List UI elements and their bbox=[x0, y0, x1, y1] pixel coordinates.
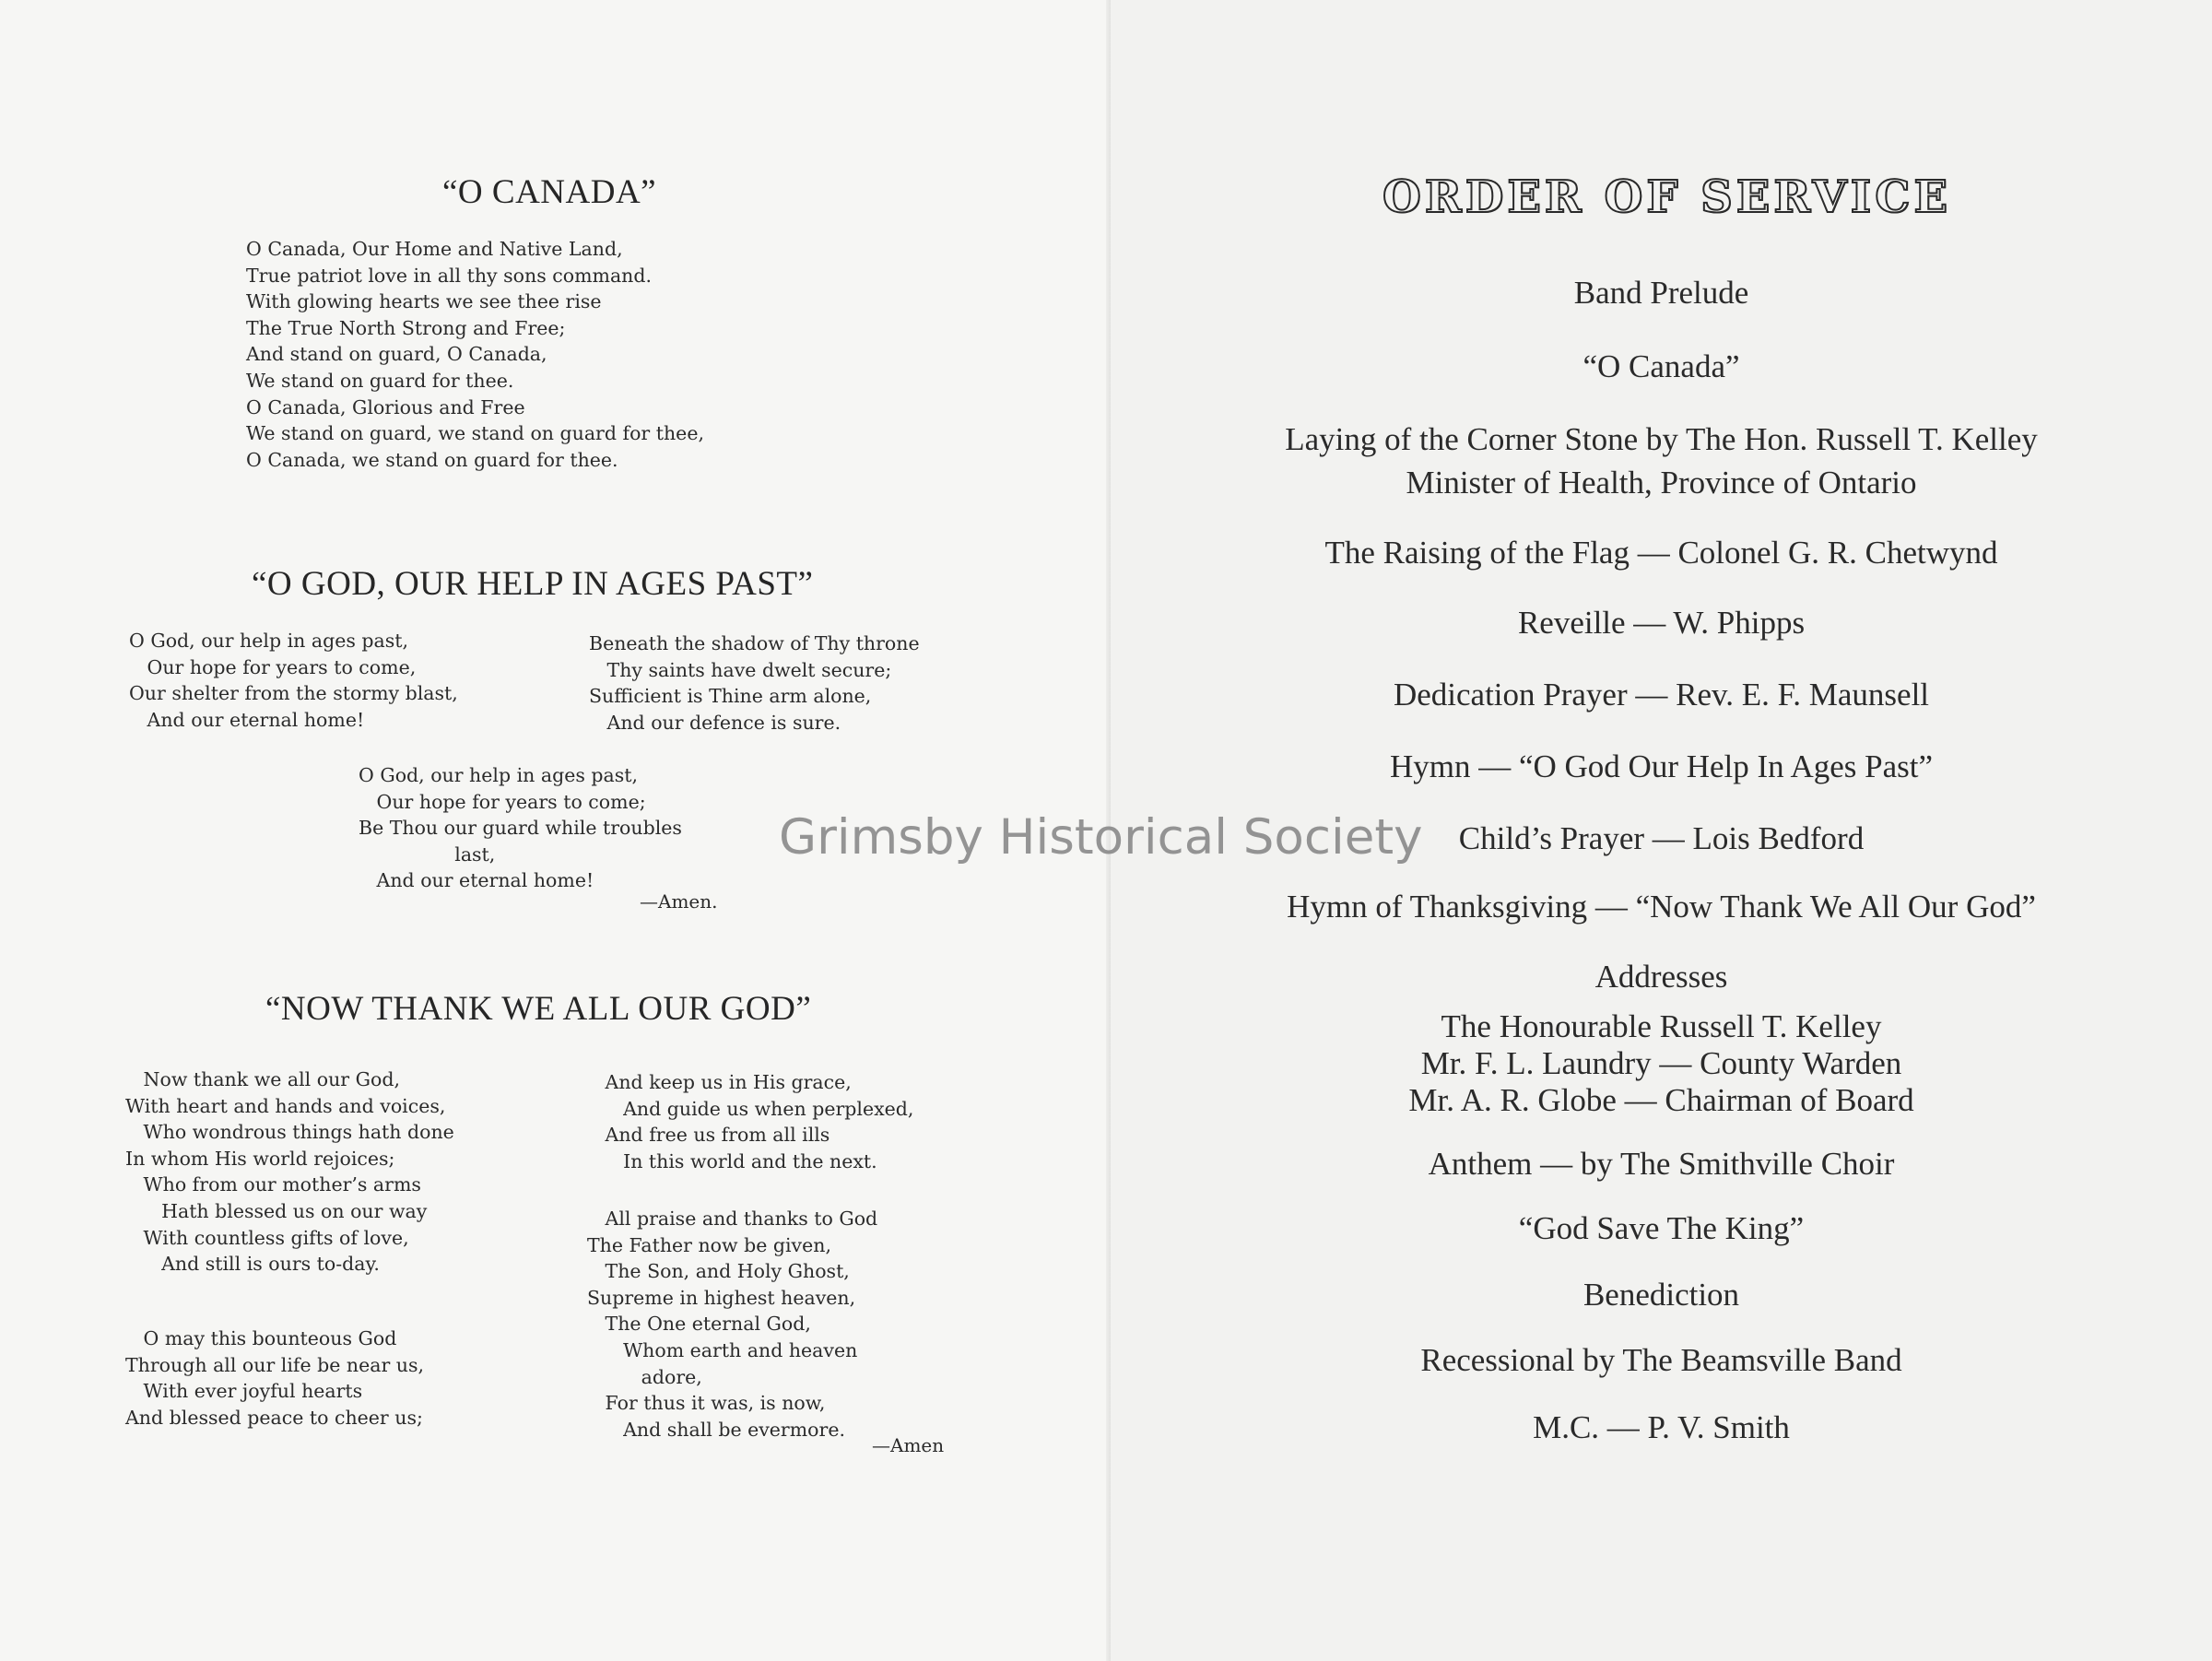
order-item: The Raising of the Flag — Colonel G. R. Chetwynd bbox=[1324, 535, 1998, 571]
now-thank-verse-1: Now thank we all our God, With heart and hands and voices, Who wondrous things hath done In whom His world rejoices; Who from our mother’s arms Hath blessed us on our way With countless gifts of love, And still is ours to-day. bbox=[125, 1068, 454, 1276]
order-item: Band Prelude bbox=[1573, 275, 1749, 311]
order-item: Dedication Prayer — Rev. E. F. Maunsell bbox=[1393, 677, 1930, 713]
order-item: Hymn — “O God Our Help In Ages Past” bbox=[1389, 748, 1934, 784]
now-thank-verse-4: All praise and thanks to God The Father now be given, The Son, and Holy Ghost, Supreme in highest heaven, The One eternal God, Whom earth and heaven adore, For thus it was, is now, And shall be evermore. bbox=[587, 1207, 878, 1441]
o-god-verse-2: Beneath the shadow of Thy throne Thy saints have dwelt secure; Sufficient is Thine arm alone, And our defence is sure. bbox=[589, 632, 920, 734]
now-thank-amen: —Amen bbox=[872, 1434, 945, 1456]
o-canada-title: “O CANADA” bbox=[442, 173, 657, 211]
order-item: Mr. A. R. Globe — Chairman of Board bbox=[1408, 1082, 1914, 1118]
now-thank-verse-2: O may this bounteous God Through all our life be near us, With ever joyful hearts And blessed peace to cheer us; bbox=[125, 1327, 425, 1429]
o-god-verse-3: O God, our help in ages past, Our hope for years to come; Be Thou our guard while troubles last, And our eternal home! bbox=[359, 764, 682, 892]
now-thank-title: “NOW THANK WE ALL OUR GOD” bbox=[265, 990, 812, 1028]
order-item: Benediction bbox=[1583, 1277, 1740, 1313]
order-item: Hymn of Thanksgiving — “Now Thank We All Our God” bbox=[1287, 889, 2036, 925]
order-item: Addresses bbox=[1594, 959, 1728, 995]
o-canada-lyrics: O Canada, Our Home and Native Land, True patriot love in all thy sons command. With glowing hearts we see thee rise The True North Strong and Free; And stand on guard, O Canada, We stand on guard for thee. O Canada, Glorious and Free We stand on guard, we stand on guard for thee, O Canada, we stand on guard for thee. bbox=[246, 238, 704, 471]
o-god-verse-1: O God, our help in ages past, Our hope for years to come, Our shelter from the stormy blast, And our eternal home! bbox=[129, 630, 458, 731]
watermark: Grimsby Historical Society bbox=[779, 809, 1423, 866]
order-item: Recessional by The Beamsville Band bbox=[1420, 1342, 1902, 1378]
order-item: Child’s Prayer — Lois Bedford bbox=[1458, 820, 1865, 856]
order-item: “God Save The King” bbox=[1518, 1210, 1805, 1246]
order-item: Mr. F. L. Laundry — County Warden bbox=[1420, 1045, 1902, 1081]
order-item: Laying of the Corner Stone by The Hon. Russell T. Kelley bbox=[1285, 421, 2038, 457]
order-item: Minister of Health, Province of Ontario bbox=[1406, 465, 1917, 501]
o-god-title: “O GOD, OUR HELP IN AGES PAST” bbox=[252, 565, 814, 603]
o-god-amen: —Amen. bbox=[640, 890, 718, 913]
order-item: Anthem — by The Smithville Choir bbox=[1428, 1146, 1895, 1182]
order-item: M.C. — P. V. Smith bbox=[1533, 1409, 1790, 1445]
order-item: Reveille — W. Phipps bbox=[1517, 605, 1806, 641]
order-of-service-heading: ORDER OF SERVICE bbox=[1382, 171, 1952, 223]
order-item: The Honourable Russell T. Kelley bbox=[1441, 1008, 1882, 1044]
order-item: “O Canada” bbox=[1583, 348, 1740, 384]
now-thank-verse-3: And keep us in His grace, And guide us when perplexed, And free us from all ills In this world and the next. bbox=[605, 1071, 914, 1172]
